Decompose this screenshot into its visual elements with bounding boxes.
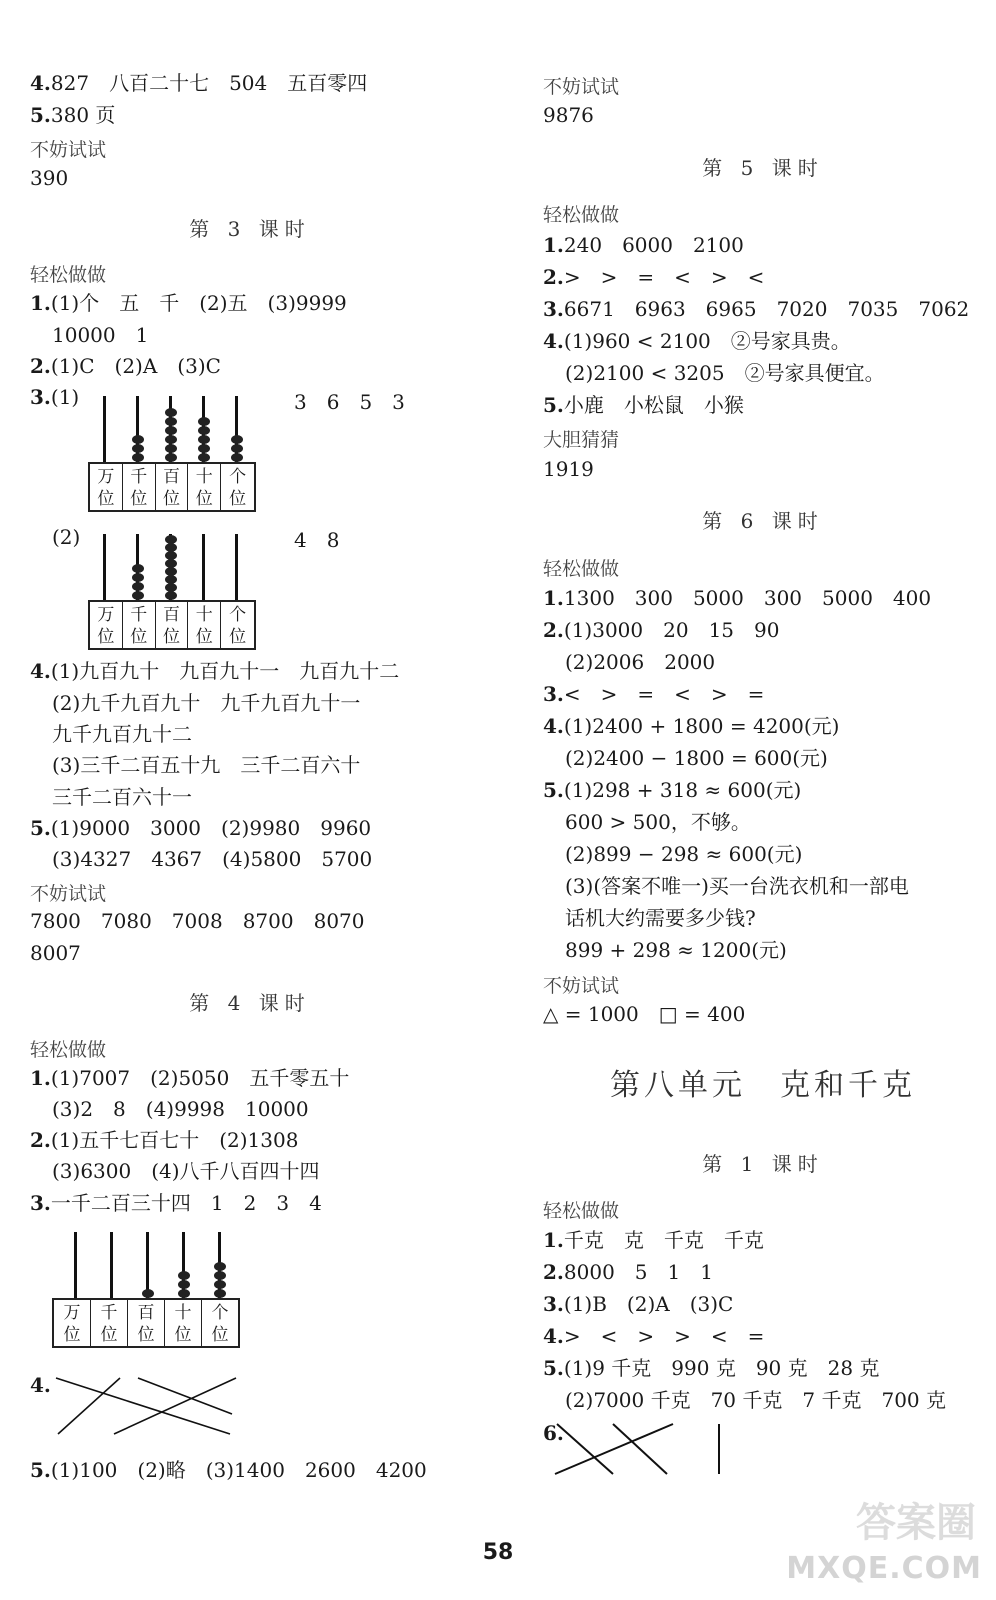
abacus-rod xyxy=(235,534,238,600)
section-label: 轻松做做 xyxy=(543,204,620,226)
answer-line: 600 > 500，不够。 xyxy=(565,810,751,834)
abacus-bead xyxy=(165,417,177,426)
abacus-rod xyxy=(103,534,106,600)
abacus-digits: 4 8 xyxy=(294,528,340,552)
abacus-bead xyxy=(178,1271,190,1280)
matching-lines xyxy=(50,1372,250,1442)
abacus-bead xyxy=(198,426,210,435)
answer-line: 7800 7080 7008 8700 8070 xyxy=(30,909,365,933)
abacus-bead xyxy=(178,1289,190,1298)
abacus-rod xyxy=(110,1232,113,1298)
abacus-digits: 3 6 5 3 xyxy=(294,390,405,414)
answer-line: (2) xyxy=(52,525,81,549)
abacus-bead xyxy=(214,1280,226,1289)
section-label: 大胆猜猜 xyxy=(543,429,620,451)
abacus-bead xyxy=(165,551,177,560)
answer-line: (2)2400 − 1800 = 600(元) xyxy=(565,746,828,770)
place-label: 个 位 xyxy=(229,467,247,509)
section-label: 不妨试试 xyxy=(543,76,620,98)
abacus-rod xyxy=(74,1232,77,1298)
match-line xyxy=(56,1378,230,1434)
place-label: 十 位 xyxy=(165,1300,202,1346)
place-label: 百 位 xyxy=(128,1300,165,1346)
answer-line: (2)九千九百九十 九千九百九十一 xyxy=(52,691,361,715)
unit-title: 第八单元 克和千克 xyxy=(610,1068,916,1103)
abacus-diagram xyxy=(52,1232,252,1352)
match-line xyxy=(555,1424,673,1474)
section-label: 轻松做做 xyxy=(543,558,620,580)
answer-line: (3)2 8 (4)9998 10000 xyxy=(52,1097,309,1121)
place-label: 个 位 xyxy=(211,1303,229,1345)
answer-line: (2)2100 < 3205 ②号家具便宜。 xyxy=(565,361,885,385)
match-line xyxy=(114,1378,236,1434)
answer-line: 话机大约需要多少钱? xyxy=(565,906,756,930)
abacus-bead xyxy=(132,564,144,573)
place-label: 千 位 xyxy=(123,602,156,648)
abacus-bead xyxy=(165,575,177,584)
place-label: 百 位 xyxy=(156,464,189,510)
answer-line: 1919 xyxy=(543,457,594,481)
abacus-rod xyxy=(103,396,106,462)
answer-line: 5.380 页 xyxy=(30,103,116,127)
answer-line: 2.(1)3000 20 15 90 xyxy=(543,618,780,642)
lesson-title: 第 4 课时 xyxy=(189,991,311,1015)
abacus-bead xyxy=(132,444,144,453)
answer-line: 1.(1)7007 (2)5050 五千零五十 xyxy=(30,1066,350,1090)
abacus-bead xyxy=(165,583,177,592)
answer-line: 390 xyxy=(30,166,69,190)
match-line xyxy=(613,1424,667,1474)
item-number: 5. xyxy=(30,103,51,127)
answer-line: 5.(1)298 + 318 ≈ 600(元) xyxy=(543,778,802,802)
matching-lines xyxy=(551,1418,751,1480)
answer-line: 3.一千二百三十四 1 2 3 4 xyxy=(30,1191,322,1215)
match-line xyxy=(58,1378,120,1434)
abacus-bead xyxy=(198,453,210,462)
answer-line: 4.> < > > < = xyxy=(543,1324,765,1348)
place-label: 个 位 xyxy=(229,605,247,647)
item-number: 4. xyxy=(30,71,51,95)
abacus-bead xyxy=(231,435,243,444)
place-label: 十 位 xyxy=(188,602,221,648)
abacus-bead xyxy=(214,1271,226,1280)
place-label: 十 位 xyxy=(188,464,221,510)
answer-line: 5.(1)100 (2)略 (3)1400 2600 4200 xyxy=(30,1458,427,1482)
abacus-diagram xyxy=(88,390,448,516)
answer-line: 3.6671 6963 6965 7020 7035 7062 xyxy=(543,297,970,321)
answer-line: 1.1300 300 5000 300 5000 400 xyxy=(543,586,932,610)
answer-line: 4.827 八百二十七 504 五百零四 xyxy=(30,71,368,95)
place-label: 万 位 xyxy=(90,602,123,648)
lesson-title: 第 1 课时 xyxy=(702,1152,824,1176)
abacus-bead xyxy=(198,417,210,426)
abacus-bead xyxy=(132,435,144,444)
answer-line: 9876 xyxy=(543,103,594,127)
answer-line: 8007 xyxy=(30,941,81,965)
lesson-title: 第 3 课时 xyxy=(189,217,311,241)
answer-line: 2.(1)C (2)A (3)C xyxy=(30,354,221,378)
watermark-logo: 答案圈 xyxy=(856,1499,976,1546)
answer-line: 3.< > = < > = xyxy=(543,682,765,706)
answer-line: 3.(1)B (2)A (3)C xyxy=(543,1292,734,1316)
section-label: 轻松做做 xyxy=(30,1039,107,1061)
answer-line: (3)三千二百五十九 三千二百六十 xyxy=(52,753,361,777)
answer-line: 1.千克 克 千克 千克 xyxy=(543,1228,764,1252)
place-value-frame xyxy=(88,600,256,650)
abacus-bead xyxy=(165,559,177,568)
abacus-bead xyxy=(132,591,144,600)
abacus-bead xyxy=(214,1289,226,1298)
abacus-diagram xyxy=(88,528,448,654)
answer-line: 1.240 6000 2100 xyxy=(543,233,744,257)
answer-line: 1.(1)个 五 千 (2)五 (3)9999 xyxy=(30,291,347,315)
lesson-title: 第 5 课时 xyxy=(702,156,824,180)
abacus-bead xyxy=(165,408,177,417)
abacus-bead xyxy=(198,435,210,444)
answer-line: (3)6300 (4)八千八百四十四 xyxy=(52,1159,320,1183)
answer-line: △ = 1000 □ = 400 xyxy=(543,1002,746,1026)
answer-line: 2.8000 5 1 1 xyxy=(543,1260,713,1284)
answer-line: 6. xyxy=(543,1421,564,1445)
answer-line: (2)899 − 298 ≈ 600(元) xyxy=(565,842,803,866)
place-value-frame xyxy=(52,1298,240,1348)
place-value-frame xyxy=(88,462,256,512)
abacus-bead xyxy=(165,567,177,576)
section-label: 轻松做做 xyxy=(543,1200,620,1222)
place-label: 百 位 xyxy=(156,602,189,648)
abacus-bead xyxy=(165,453,177,462)
lesson-title: 第 6 课时 xyxy=(702,509,824,533)
section-label: 不妨试试 xyxy=(543,975,620,997)
abacus-bead xyxy=(214,1262,226,1271)
answer-line: 10000 1 xyxy=(52,323,149,347)
answer-line: 5.小鹿 小松鼠 小猴 xyxy=(543,393,744,417)
abacus-bead xyxy=(165,591,177,600)
abacus-bead xyxy=(198,444,210,453)
answer-line: 5.(1)9000 3000 (2)9980 9960 xyxy=(30,816,372,840)
answer-line: 899 + 298 ≈ 1200(元) xyxy=(565,938,787,962)
answer-line: (2)7000 千克 70 千克 7 千克 700 克 xyxy=(565,1388,947,1412)
watermark: MXQE.COM xyxy=(786,1551,982,1586)
answer-line: 2.(1)五千七百七十 (2)1308 xyxy=(30,1128,299,1152)
abacus-bead xyxy=(165,535,177,544)
answer-line: 4.(1)960 < 2100 ②号家具贵。 xyxy=(543,329,851,353)
answer-line: 九千九百九十二 xyxy=(52,722,192,746)
section-label: 不妨试试 xyxy=(30,139,107,161)
section-label: 不妨试试 xyxy=(30,883,107,905)
answer-line: (3)(答案不唯一)买一台洗衣机和一部电 xyxy=(565,874,909,898)
place-label: 千 位 xyxy=(123,464,156,510)
abacus-bead xyxy=(231,453,243,462)
place-label: 万 位 xyxy=(90,464,123,510)
abacus-rod xyxy=(202,534,205,600)
abacus-bead xyxy=(132,453,144,462)
abacus-bead xyxy=(231,444,243,453)
answer-line: 4.(1)九百九十 九百九十一 九百九十二 xyxy=(30,659,400,683)
abacus-bead xyxy=(132,573,144,582)
place-label: 千 位 xyxy=(91,1300,128,1346)
abacus-bead xyxy=(165,426,177,435)
abacus-bead xyxy=(165,435,177,444)
abacus-bead xyxy=(142,1289,154,1298)
answer-line: (2)2006 2000 xyxy=(565,650,716,674)
abacus-bead xyxy=(178,1280,190,1289)
answer-line: 4. xyxy=(30,1373,51,1397)
answer-line: 2.> > = < > < xyxy=(543,265,765,289)
answer-line: 4.(1)2400 + 1800 = 4200(元) xyxy=(543,714,840,738)
abacus-bead xyxy=(132,582,144,591)
answer-line: 5.(1)9 千克 990 克 90 克 28 克 xyxy=(543,1356,880,1380)
match-line xyxy=(557,1424,613,1474)
page-number: 58 xyxy=(482,1540,514,1565)
place-label: 万 位 xyxy=(54,1300,91,1346)
section-label: 轻松做做 xyxy=(30,264,107,286)
answer-line: 3.(1) xyxy=(30,385,80,409)
abacus-bead xyxy=(165,444,177,453)
answer-line: 三千二百六十一 xyxy=(52,785,192,809)
answer-line: (3)4327 4367 (4)5800 5700 xyxy=(52,847,373,871)
abacus-bead xyxy=(165,543,177,552)
